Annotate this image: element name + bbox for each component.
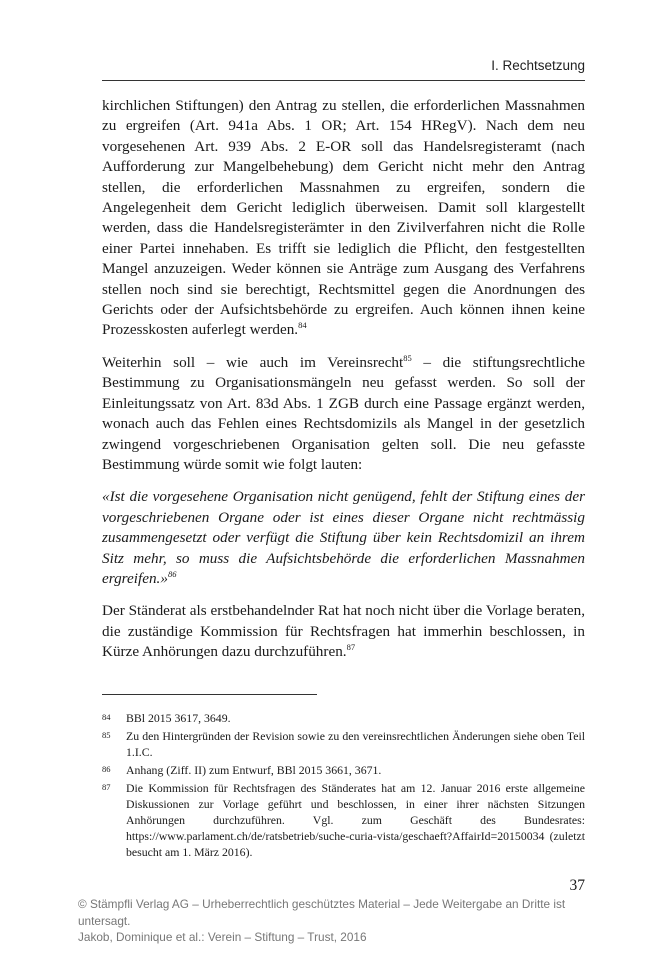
footnote-ref[interactable]: 87 [346,642,356,653]
footnote-ref[interactable]: 85 [403,352,412,363]
copyright-line: © Stämpfli Verlag AG – Urheberrechtlich geschütztes Material – Jede Weitergabe an Dritte ist untersagt. [78,897,566,928]
footnote [102,762,585,778]
copyright-notice [78,896,568,946]
page-number: 37 [569,877,585,894]
footnote-text: Anhang (Ziff. II) zum Entwurf, BBl 2015 3661, 3671. [126,763,382,777]
footnote-ref[interactable]: 86 [167,568,177,579]
footnote [102,728,585,760]
paragraph: Weiterhin soll – wie auch im Vereinsrecht$^{85}$ – die stiftungsrechtliche Bestimmung zu Organisationsmängeln neu gefasst werden. So soll der Einleitungssatz von Art. 83d Abs. 1 ZGB durch eine Passage ergänzt werden, wonach auch das Fehlen eines Rechtsdomizils als Mangel in der gesetzlich zwingend vorgeschriebenen Organisation gelten soll. Die neu gefasste Bestimmung würde somit wie folgt lauten: [102,352,585,473]
quoted-provision: «Ist die vorgesehene Organisation nicht genügend, fehlt der Stiftung eines der vorgeschriebenen Organe oder ist eines dieser Organe nicht rechtmässig zusammengesetzt oder verfügt die Stiftung über kein Rechtsdomizil an ihrem Sitz mehr, so muss die Aufsichtsbehörde die erforderlichen Massnahmen ergreifen.»$^{86}$ [102,488,585,587]
footnotes [102,710,585,862]
footnote-text: Zu den Hintergründen der Revision sowie zu den vereinsrechtlichen Änderungen siehe oben Teil 1.I.C. [126,729,585,759]
body-text [102,96,585,675]
footnote-number: 85 [102,730,111,740]
footnote [102,780,585,860]
footnote [102,710,585,726]
paragraph: Der Ständerat als erstbehandelnder Rat hat noch nicht über die Vorlage beraten, die zuständige Kommission für Rechtsfragen hat immerhin beschlossen, in Kürze Anhörungen dazu durchzuführen.$^{87}$ [102,602,585,661]
footnote-text[interactable]: Die Kommission für Rechtsfragen des Ständerates hat am 12. Januar 2016 erste allgemeine Diskussionen zur Vorlage geführt und beschlossen, in einer ihrer nächsten Sitzungen Anhörungen durchzuführen. Vgl. zum Geschäft des Bundesrates: https://www.parlament.ch/de/ratsbetrieb/suche-curia-vista/geschaeft?AffairId=20150034 (zuletzt besucht am 1. März 2016). [126,781,585,859]
header-title: I. Rechtsetzung [491,58,585,73]
footnote-ref[interactable]: 84 [298,320,307,331]
footnote-divider [102,694,317,695]
running-header [102,56,585,81]
footnote-number: 87 [102,782,111,792]
footnote-number: 86 [102,764,111,774]
citation-line: Jakob, Dominique et al.: Verein – Stiftung – Trust, 2016 [78,930,367,944]
footnote-text: BBl 2015 3617, 3649. [126,711,231,725]
paragraph: kirchlichen Stiftungen) den Antrag zu stellen, die erforderlichen Massnahmen zu ergreifen (Art. 941a Abs. 1 OR; Art. 154 HRegV). Nach dem neu vorgesehenen Art. 939 Abs. 2 E-OR soll das Handelsregisteramt (nach Aufforderung zur Mangelbehebung) dem Gericht nicht mehr den Antrag stellen, die erforderlichen Massnahmen zu ergreifen, sondern die Angelegenheit dem Gericht lediglich überweisen. Damit soll klargestellt werden, dass die Handelsregisterämter in den Zivilverfahren nicht die Rolle einer Partei innehaben. Es trifft sie lediglich die Pflicht, den festgestellten Mangel anzuzeigen. Weder können sie Anträge zum Ausgang des Verfahrens stellen noch sind sie berechtigt, Rechtsmittel gegen die Anordnungen des Gerichts oder der Aufsichtsbehörde zu ergreifen. Auch können ihnen keine Prozesskosten auferlegt werden.$^{84}$ [102,97,585,339]
footnote-number: 84 [102,712,111,722]
